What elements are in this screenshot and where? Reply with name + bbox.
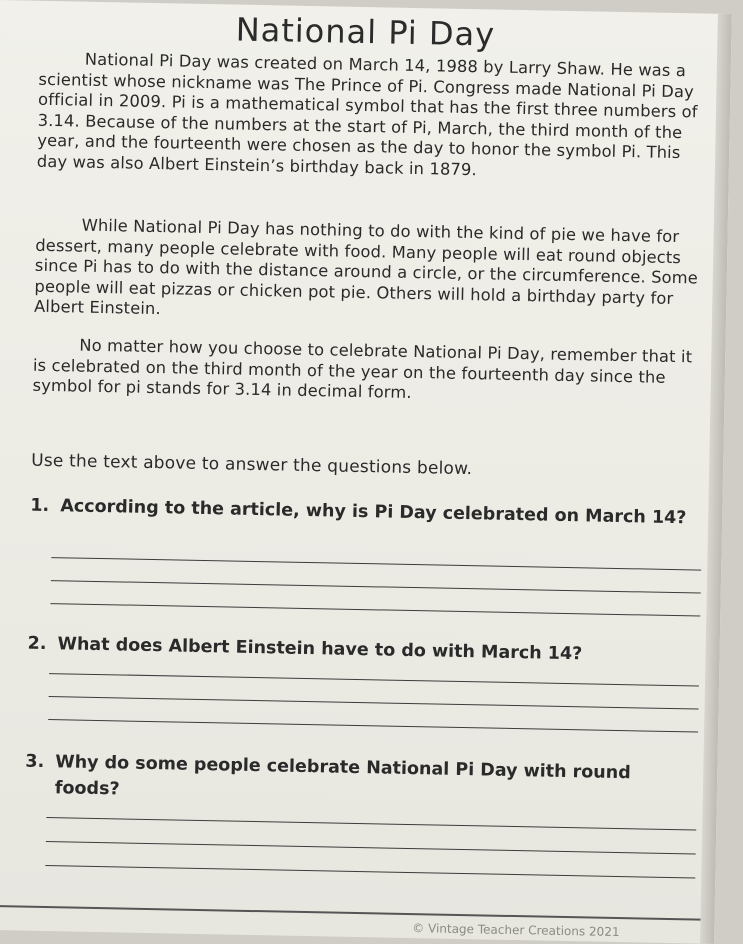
question-number: 1. bbox=[30, 495, 50, 517]
question-text: What does Albert Einstein have to do with March 14? bbox=[57, 634, 583, 665]
answer-line[interactable] bbox=[49, 673, 699, 686]
question-number: 2. bbox=[27, 633, 47, 655]
footer-divider bbox=[0, 905, 714, 921]
question-text: According to the article, why is Pi Day celebrated on March 14? bbox=[60, 496, 687, 529]
question-2 bbox=[27, 631, 697, 670]
copyright-footer: © Vintage Teacher Creations 2021 bbox=[412, 921, 620, 940]
instructions: Use the text above to answer the questions below. bbox=[30, 450, 473, 480]
page-title: National Pi Day bbox=[235, 10, 496, 54]
answer-line[interactable] bbox=[51, 580, 701, 593]
answer-line[interactable] bbox=[46, 841, 696, 854]
question-3 bbox=[25, 749, 696, 814]
question-number: 3. bbox=[25, 751, 45, 772]
answer-line[interactable] bbox=[50, 603, 700, 616]
question-text: Why do some people celebrate National Pi Day with round foods? bbox=[54, 752, 631, 800]
answer-line[interactable] bbox=[46, 817, 696, 830]
question-1 bbox=[30, 493, 700, 532]
answer-line[interactable] bbox=[49, 696, 699, 709]
article-paragraph: While National Pi Day has nothing to do with the kind of pie we have for dessert, many people celebrate with food. Many people will eat round objects since Pi has to do with the distance around a circle, or the circumference. Some people will eat pizzas or chicken pot pie. Others will hold a birthday party for Albert Einstein. bbox=[33, 215, 699, 319]
page-edge bbox=[700, 14, 732, 944]
article-paragraph: National Pi Day was created on March 14, 1988 by Larry Shaw. He was a scientist whose nickname was The Prince of Pi. Congress made National Pi Day official in 2009. Pi is a mathematical symbol that has the first three numbers of 3.14. Because of the numbers at the start of Pi, March, the third month of the year, and the fourteenth were chosen as the day to honor the symbol Pi. This day was also Albert Einstein’s birthday back in 1879. bbox=[36, 49, 698, 180]
article-paragraph: No matter how you choose to celebrate National Pi Day, remember that it is celebrated on the third month of the year on the fourteenth day since the symbol for pi stands for 3.14 in decimal form. bbox=[32, 335, 693, 403]
answer-line[interactable] bbox=[45, 865, 695, 878]
answer-line[interactable] bbox=[48, 719, 698, 732]
answer-line[interactable] bbox=[51, 557, 701, 570]
